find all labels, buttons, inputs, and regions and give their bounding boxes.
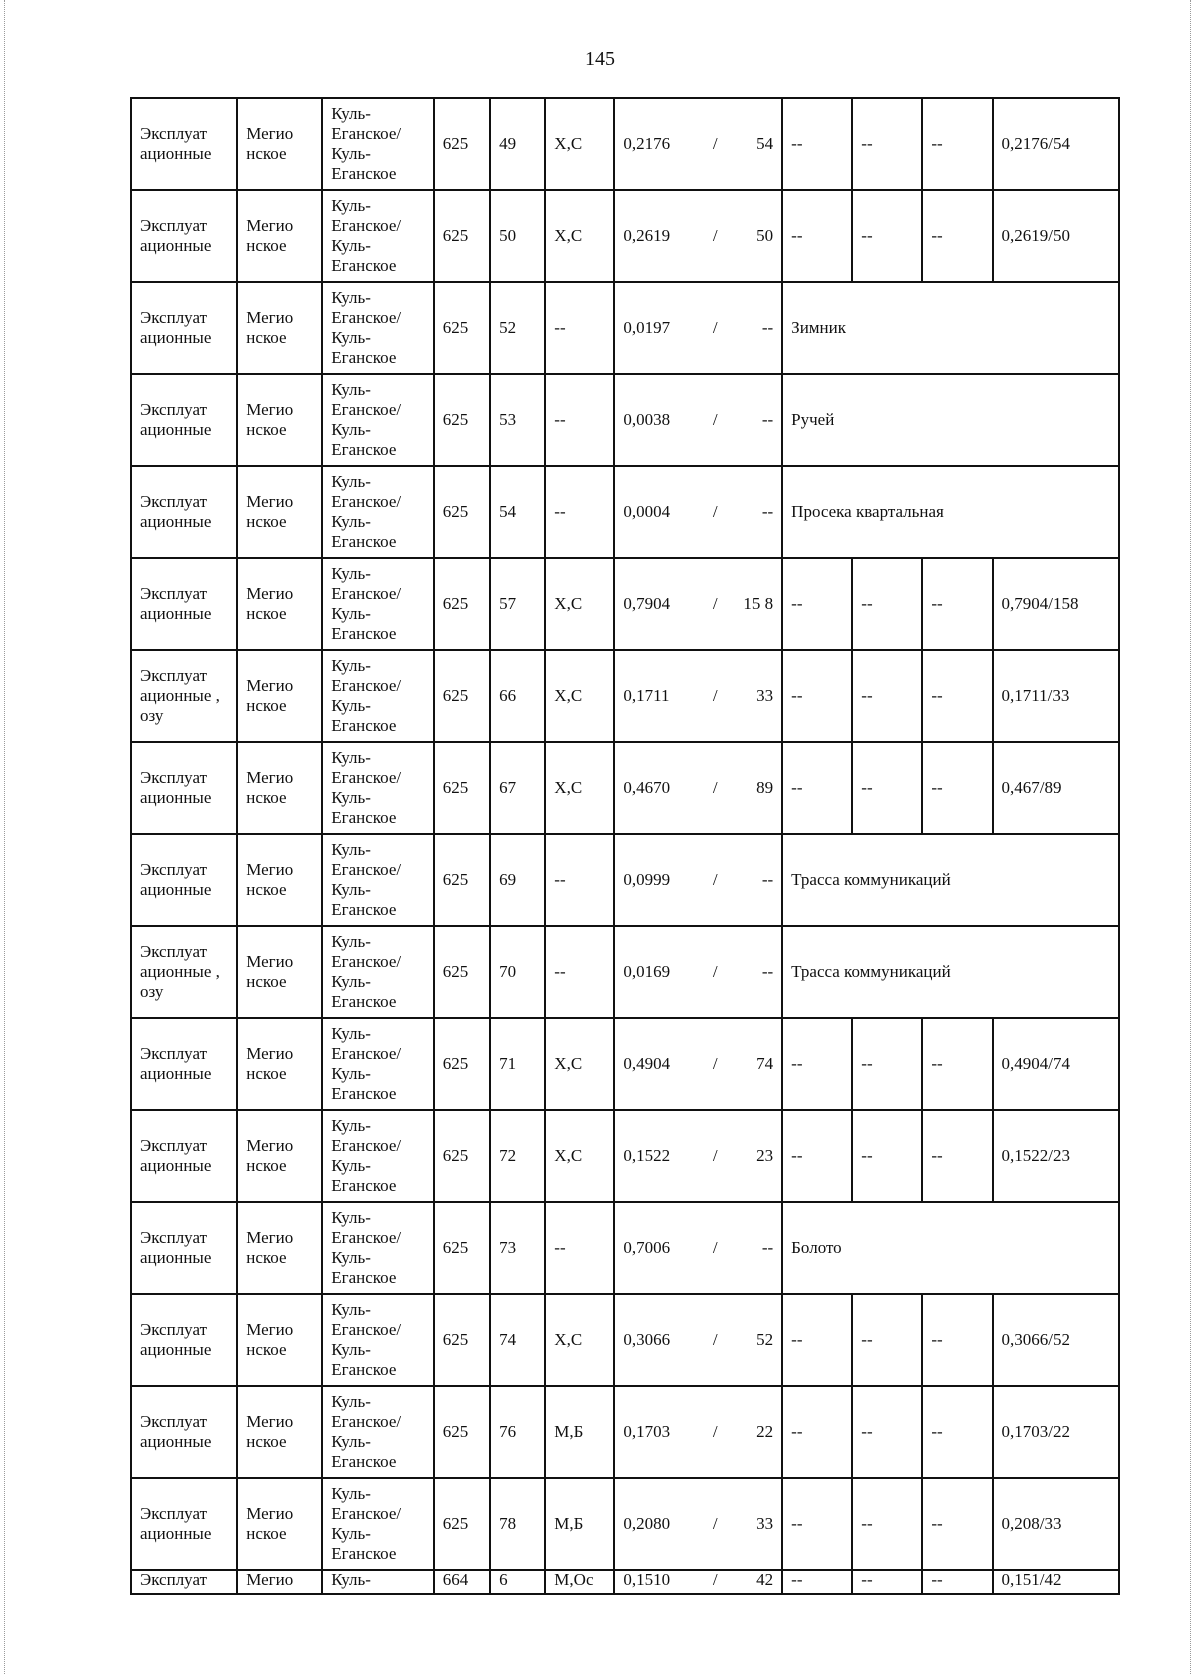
species-code-cell: Х,С [545, 742, 614, 834]
total-cell: 0,467/89 [993, 742, 1120, 834]
quarter-number-cell: 625 [434, 1294, 490, 1386]
count-cell: -- [731, 1202, 782, 1294]
table-row [131, 1110, 1119, 1202]
dash-cell: -- [922, 1294, 992, 1386]
quarter-number-cell: 625 [434, 466, 490, 558]
dash-cell: -- [852, 650, 922, 742]
type-cell: Эксплуат ационные [131, 98, 237, 190]
owner-cell: Мегио [237, 1570, 322, 1594]
quarter-number-cell: 625 [434, 282, 490, 374]
quarter-number-cell: 625 [434, 650, 490, 742]
area-cell: 0,4670 [614, 742, 699, 834]
land-category-note: Зимник [782, 282, 1119, 374]
field-cell: Куль- Еганское/ Куль- Еганское [322, 466, 434, 558]
species-code-cell: Х,С [545, 98, 614, 190]
owner-cell: Мегио нское [237, 558, 322, 650]
species-code-cell: -- [545, 282, 614, 374]
owner-cell: Мегио нское [237, 190, 322, 282]
owner-cell: Мегио нское [237, 98, 322, 190]
table-row [131, 374, 1119, 466]
table-row [131, 926, 1119, 1018]
dash-cell: -- [852, 1110, 922, 1202]
plot-number-cell: 72 [490, 1110, 545, 1202]
table-row [131, 1202, 1119, 1294]
land-category-note: Трасса коммуникаций [782, 834, 1119, 926]
separator-cell: / [699, 1018, 731, 1110]
species-code-cell: М,Ос [545, 1570, 614, 1594]
separator-cell: / [699, 1202, 731, 1294]
dash-cell: -- [922, 742, 992, 834]
count-cell: -- [731, 282, 782, 374]
area-cell: 0,7904 [614, 558, 699, 650]
plot-number-cell: 57 [490, 558, 545, 650]
count-cell: 50 [731, 190, 782, 282]
species-code-cell: М,Б [545, 1478, 614, 1570]
table-row [131, 1478, 1119, 1570]
owner-cell: Мегио нское [237, 834, 322, 926]
separator-cell: / [699, 834, 731, 926]
plot-number-cell: 74 [490, 1294, 545, 1386]
count-cell: -- [731, 374, 782, 466]
table-row [131, 1018, 1119, 1110]
plot-number-cell: 53 [490, 374, 545, 466]
total-cell: 0,4904/74 [993, 1018, 1120, 1110]
dash-cell: -- [852, 558, 922, 650]
area-cell: 0,0004 [614, 466, 699, 558]
dash-cell: -- [782, 1294, 852, 1386]
field-cell: Куль- Еганское/ Куль- Еганское [322, 374, 434, 466]
species-code-cell: -- [545, 926, 614, 1018]
area-cell: 0,2619 [614, 190, 699, 282]
separator-cell: / [699, 1110, 731, 1202]
dash-cell: -- [782, 742, 852, 834]
count-cell: -- [731, 834, 782, 926]
field-cell: Куль- Еганское/ Куль- Еганское [322, 926, 434, 1018]
owner-cell: Мегио нское [237, 1294, 322, 1386]
dash-cell: -- [852, 190, 922, 282]
scan-edge-right [1190, 0, 1193, 1674]
type-cell: Эксплуат [131, 1570, 237, 1594]
count-cell: 42 [731, 1570, 782, 1594]
total-cell: 0,151/42 [993, 1570, 1120, 1594]
table-row [131, 98, 1119, 190]
separator-cell: / [699, 1386, 731, 1478]
count-cell: -- [731, 466, 782, 558]
quarter-number-cell: 625 [434, 1478, 490, 1570]
quarter-number-cell: 625 [434, 1202, 490, 1294]
dash-cell: -- [852, 1294, 922, 1386]
separator-cell: / [699, 926, 731, 1018]
table-row [131, 466, 1119, 558]
species-code-cell: М,Б [545, 1386, 614, 1478]
type-cell: Эксплуат ационные [131, 1110, 237, 1202]
separator-cell: / [699, 466, 731, 558]
count-cell: 33 [731, 1478, 782, 1570]
type-cell: Эксплуат ационные , озу [131, 926, 237, 1018]
dash-cell: -- [852, 1018, 922, 1110]
type-cell: Эксплуат ационные , озу [131, 650, 237, 742]
species-code-cell: Х,С [545, 1294, 614, 1386]
quarter-number-cell: 625 [434, 98, 490, 190]
plot-number-cell: 6 [490, 1570, 545, 1594]
separator-cell: / [699, 742, 731, 834]
plot-number-cell: 69 [490, 834, 545, 926]
area-cell: 0,1510 [614, 1570, 699, 1594]
owner-cell: Мегио нское [237, 374, 322, 466]
total-cell: 0,1522/23 [993, 1110, 1120, 1202]
area-cell: 0,1711 [614, 650, 699, 742]
plot-number-cell: 54 [490, 466, 545, 558]
count-cell: 52 [731, 1294, 782, 1386]
total-cell: 0,7904/158 [993, 558, 1120, 650]
count-cell: 15 8 [731, 558, 782, 650]
type-cell: Эксплуат ационные [131, 374, 237, 466]
dash-cell: -- [922, 1386, 992, 1478]
area-cell: 0,4904 [614, 1018, 699, 1110]
field-cell: Куль- Еганское/ Куль- Еганское [322, 1386, 434, 1478]
owner-cell: Мегио нское [237, 282, 322, 374]
separator-cell: / [699, 1570, 731, 1594]
owner-cell: Мегио нское [237, 1386, 322, 1478]
quarter-number-cell: 625 [434, 1386, 490, 1478]
dash-cell: -- [852, 1386, 922, 1478]
owner-cell: Мегио нское [237, 1018, 322, 1110]
plot-number-cell: 52 [490, 282, 545, 374]
count-cell: 22 [731, 1386, 782, 1478]
count-cell: -- [731, 926, 782, 1018]
page-number: 145 [585, 48, 615, 70]
plot-number-cell: 78 [490, 1478, 545, 1570]
owner-cell: Мегио нское [237, 650, 322, 742]
type-cell: Эксплуат ационные [131, 1386, 237, 1478]
dash-cell: -- [852, 742, 922, 834]
dash-cell: -- [922, 650, 992, 742]
field-cell: Куль- Еганское/ Куль- Еганское [322, 1478, 434, 1570]
quarter-number-cell: 625 [434, 926, 490, 1018]
separator-cell: / [699, 282, 731, 374]
total-cell: 0,2176/54 [993, 98, 1120, 190]
type-cell: Эксплуат ационные [131, 558, 237, 650]
quarter-number-cell: 625 [434, 834, 490, 926]
table-row-partial [131, 1570, 1119, 1594]
area-cell: 0,0169 [614, 926, 699, 1018]
area-cell: 0,0038 [614, 374, 699, 466]
field-cell: Куль- [322, 1570, 434, 1594]
plot-number-cell: 73 [490, 1202, 545, 1294]
dash-cell: -- [782, 1570, 852, 1594]
table-row [131, 834, 1119, 926]
dash-cell: -- [922, 1110, 992, 1202]
plot-number-cell: 49 [490, 98, 545, 190]
type-cell: Эксплуат ационные [131, 282, 237, 374]
species-code-cell: -- [545, 834, 614, 926]
area-cell: 0,2176 [614, 98, 699, 190]
separator-cell: / [699, 190, 731, 282]
table-row [131, 650, 1119, 742]
type-cell: Эксплуат ационные [131, 190, 237, 282]
owner-cell: Мегио нское [237, 926, 322, 1018]
land-category-note: Трасса коммуникаций [782, 926, 1119, 1018]
field-cell: Куль- Еганское/ Куль- Еганское [322, 650, 434, 742]
plot-number-cell: 67 [490, 742, 545, 834]
field-cell: Куль- Еганское/ Куль- Еганское [322, 834, 434, 926]
table-row [131, 742, 1119, 834]
quarter-number-cell: 625 [434, 1110, 490, 1202]
species-code-cell: Х,С [545, 1018, 614, 1110]
dash-cell: -- [922, 1570, 992, 1594]
type-cell: Эксплуат ационные [131, 1294, 237, 1386]
type-cell: Эксплуат ационные [131, 742, 237, 834]
separator-cell: / [699, 374, 731, 466]
separator-cell: / [699, 650, 731, 742]
plot-number-cell: 66 [490, 650, 545, 742]
species-code-cell: -- [545, 466, 614, 558]
species-code-cell: Х,С [545, 1110, 614, 1202]
quarter-number-cell: 625 [434, 374, 490, 466]
area-cell: 0,7006 [614, 1202, 699, 1294]
field-cell: Куль- Еганское/ Куль- Еганское [322, 558, 434, 650]
type-cell: Эксплуат ационные [131, 1478, 237, 1570]
owner-cell: Мегио нское [237, 1110, 322, 1202]
owner-cell: Мегио нское [237, 1478, 322, 1570]
count-cell: 33 [731, 650, 782, 742]
separator-cell: / [699, 98, 731, 190]
owner-cell: Мегио нское [237, 742, 322, 834]
count-cell: 89 [731, 742, 782, 834]
dash-cell: -- [852, 1478, 922, 1570]
dash-cell: -- [782, 1478, 852, 1570]
dash-cell: -- [922, 558, 992, 650]
dash-cell: -- [782, 558, 852, 650]
total-cell: 0,208/33 [993, 1478, 1120, 1570]
plot-number-cell: 71 [490, 1018, 545, 1110]
land-category-note: Ручей [782, 374, 1119, 466]
plot-number-cell: 76 [490, 1386, 545, 1478]
dash-cell: -- [782, 1018, 852, 1110]
separator-cell: / [699, 558, 731, 650]
count-cell: 74 [731, 1018, 782, 1110]
total-cell: 0,1703/22 [993, 1386, 1120, 1478]
field-cell: Куль- Еганское/ Куль- Еганское [322, 282, 434, 374]
scan-edge-left [4, 0, 7, 1674]
plot-number-cell: 50 [490, 190, 545, 282]
total-cell: 0,2619/50 [993, 190, 1120, 282]
species-code-cell: -- [545, 374, 614, 466]
dash-cell: -- [852, 98, 922, 190]
dash-cell: -- [922, 190, 992, 282]
dash-cell: -- [922, 98, 992, 190]
species-code-cell: -- [545, 1202, 614, 1294]
quarter-number-cell: 625 [434, 190, 490, 282]
table-row [131, 190, 1119, 282]
dash-cell: -- [782, 98, 852, 190]
dash-cell: -- [852, 1570, 922, 1594]
area-cell: 0,2080 [614, 1478, 699, 1570]
field-cell: Куль- Еганское/ Куль- Еганское [322, 742, 434, 834]
plot-number-cell: 70 [490, 926, 545, 1018]
count-cell: 23 [731, 1110, 782, 1202]
field-cell: Куль- Еганское/ Куль- Еганское [322, 1294, 434, 1386]
species-code-cell: Х,С [545, 190, 614, 282]
type-cell: Эксплуат ационные [131, 1202, 237, 1294]
table-row [131, 1294, 1119, 1386]
dash-cell: -- [782, 1110, 852, 1202]
quarter-number-cell: 625 [434, 742, 490, 834]
field-cell: Куль- Еганское/ Куль- Еганское [322, 98, 434, 190]
species-code-cell: Х,С [545, 650, 614, 742]
field-cell: Куль- Еганское/ Куль- Еганское [322, 190, 434, 282]
land-parcel-table [130, 97, 1120, 1595]
total-cell: 0,3066/52 [993, 1294, 1120, 1386]
area-cell: 0,1522 [614, 1110, 699, 1202]
dash-cell: -- [782, 190, 852, 282]
dash-cell: -- [782, 650, 852, 742]
owner-cell: Мегио нское [237, 466, 322, 558]
separator-cell: / [699, 1478, 731, 1570]
area-cell: 0,1703 [614, 1386, 699, 1478]
table-row [131, 1386, 1119, 1478]
table-row [131, 558, 1119, 650]
count-cell: 54 [731, 98, 782, 190]
separator-cell: / [699, 1294, 731, 1386]
quarter-number-cell: 664 [434, 1570, 490, 1594]
land-category-note: Просека квартальная [782, 466, 1119, 558]
quarter-number-cell: 625 [434, 558, 490, 650]
quarter-number-cell: 625 [434, 1018, 490, 1110]
area-cell: 0,0197 [614, 282, 699, 374]
field-cell: Куль- Еганское/ Куль- Еганское [322, 1202, 434, 1294]
dash-cell: -- [782, 1386, 852, 1478]
land-category-note: Болото [782, 1202, 1119, 1294]
field-cell: Куль- Еганское/ Куль- Еганское [322, 1110, 434, 1202]
owner-cell: Мегио нское [237, 1202, 322, 1294]
type-cell: Эксплуат ационные [131, 834, 237, 926]
dash-cell: -- [922, 1478, 992, 1570]
type-cell: Эксплуат ационные [131, 466, 237, 558]
area-cell: 0,3066 [614, 1294, 699, 1386]
field-cell: Куль- Еганское/ Куль- Еганское [322, 1018, 434, 1110]
dash-cell: -- [922, 1018, 992, 1110]
area-cell: 0,0999 [614, 834, 699, 926]
species-code-cell: Х,С [545, 558, 614, 650]
table-row [131, 282, 1119, 374]
type-cell: Эксплуат ационные [131, 1018, 237, 1110]
total-cell: 0,1711/33 [993, 650, 1120, 742]
